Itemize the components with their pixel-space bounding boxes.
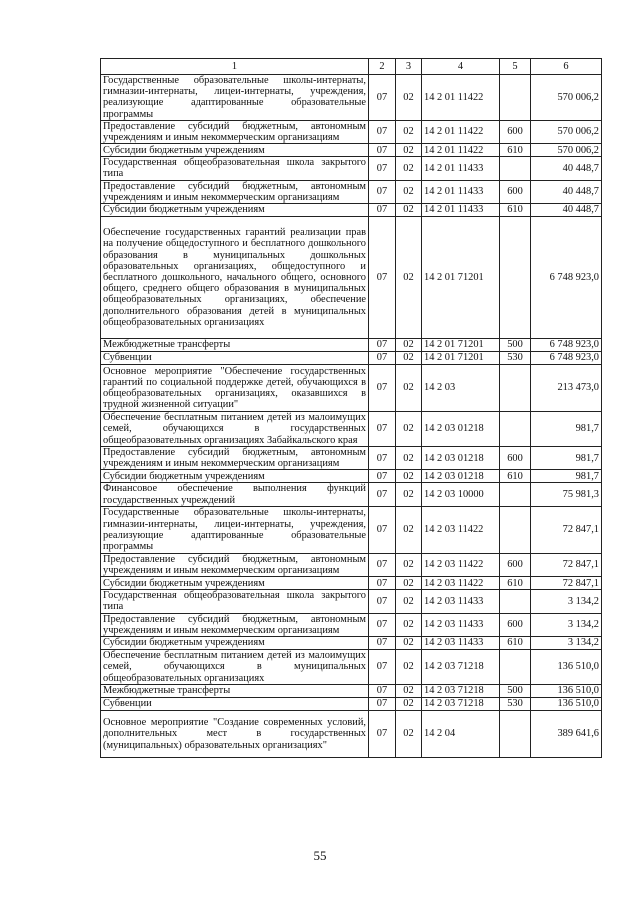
row-target-code: 14 2 03 11422: [422, 553, 500, 576]
row-subsection: 02: [396, 590, 422, 613]
row-subsection: 02: [396, 637, 422, 650]
row-name: Субвенции: [101, 352, 369, 365]
row-subsection: 02: [396, 613, 422, 636]
table-row: [101, 365, 602, 412]
row-amount: 40 448,7: [531, 157, 602, 180]
row-subsection: 02: [396, 217, 422, 339]
row-target-code: 14 2 03 11422: [422, 577, 500, 590]
row-expense-type: [500, 483, 531, 506]
row-name: Обеспечение бесплатным питанием детей из малоимущих семей, обучающихся в государственных общеобразовательных организациях Забайкальского края: [101, 412, 369, 447]
row-name: Предоставление субсидий бюджетным, автономным учреждениям и иным некоммерческим организациям: [101, 613, 369, 636]
row-expense-type: 600: [500, 447, 531, 470]
budget-table: [100, 58, 602, 758]
row-amount: 213 473,0: [531, 365, 602, 412]
row-name: Предоставление субсидий бюджетным, автономным учреждениям и иным некоммерческим организациям: [101, 180, 369, 203]
row-target-code: 14 2 03 71218: [422, 685, 500, 698]
row-amount: 75 981,3: [531, 483, 602, 506]
row-subsection: 02: [396, 180, 422, 203]
row-amount: 981,7: [531, 412, 602, 447]
row-section: 07: [369, 553, 396, 576]
row-subsection: 02: [396, 365, 422, 412]
row-section: 07: [369, 339, 396, 352]
row-expense-type: 530: [500, 698, 531, 711]
row-name: Субсидии бюджетным учреждениям: [101, 637, 369, 650]
row-section: 07: [369, 144, 396, 157]
row-subsection: 02: [396, 506, 422, 553]
row-name: Основное мероприятие "Обеспечение государственных гарантий по социальной поддержке детей, обучающихся в общеобразовательных организациях, оказавшихся в трудной жизненной ситуации": [101, 365, 369, 412]
row-target-code: 14 2 01 71201: [422, 339, 500, 352]
row-target-code: 14 2 03 11422: [422, 506, 500, 553]
row-subsection: 02: [396, 412, 422, 447]
row-section: 07: [369, 352, 396, 365]
row-amount: 981,7: [531, 470, 602, 483]
row-amount: 981,7: [531, 447, 602, 470]
table-row: [101, 144, 602, 157]
row-subsection: 02: [396, 483, 422, 506]
row-expense-type: 530: [500, 352, 531, 365]
row-section: 07: [369, 506, 396, 553]
row-expense-type: [500, 365, 531, 412]
table-row: [101, 698, 602, 711]
row-target-code: 14 2 03 01218: [422, 412, 500, 447]
page-number: 55: [313, 848, 327, 863]
row-amount: 40 448,7: [531, 180, 602, 203]
row-target-code: 14 2 03 11433: [422, 590, 500, 613]
row-name: Государственные образовательные школы-интернаты, гимназии-интернаты, лицеи-интернаты, учреждения, реализующие адаптированные образовательные программы: [101, 506, 369, 553]
row-target-code: 14 2 03 10000: [422, 483, 500, 506]
table-row: [101, 483, 602, 506]
row-section: 07: [369, 447, 396, 470]
header-cell-3: 3: [396, 59, 422, 75]
row-target-code: 14 2 03 11433: [422, 637, 500, 650]
table-row: [101, 75, 602, 121]
row-amount: 6 748 923,0: [531, 217, 602, 339]
row-expense-type: [500, 412, 531, 447]
row-amount: 570 006,2: [531, 144, 602, 157]
row-section: 07: [369, 204, 396, 217]
header-cell-2: 2: [369, 59, 396, 75]
row-amount: 389 641,6: [531, 711, 602, 758]
header-cell-1: 1: [101, 59, 369, 75]
row-name: Межбюджетные трансферты: [101, 685, 369, 698]
row-expense-type: [500, 506, 531, 553]
row-amount: 3 134,2: [531, 590, 602, 613]
row-expense-type: 600: [500, 553, 531, 576]
row-name: Субсидии бюджетным учреждениям: [101, 470, 369, 483]
row-section: 07: [369, 685, 396, 698]
row-name: Субсидии бюджетным учреждениям: [101, 204, 369, 217]
row-expense-type: 600: [500, 120, 531, 143]
row-section: 07: [369, 590, 396, 613]
header-cell-5: 5: [500, 59, 531, 75]
row-target-code: 14 2 03 01218: [422, 470, 500, 483]
row-amount: 570 006,2: [531, 120, 602, 143]
table-row: [101, 711, 602, 758]
row-target-code: 14 2 01 11422: [422, 120, 500, 143]
row-name: Обеспечение бесплатным питанием детей из малоимущих семей, обучающихся в муниципальных общеобразовательных организациях: [101, 650, 369, 685]
row-amount: 3 134,2: [531, 613, 602, 636]
row-amount: 6 748 923,0: [531, 339, 602, 352]
row-target-code: 14 2 01 11422: [422, 75, 500, 121]
table-row: [101, 217, 602, 339]
row-amount: 6 748 923,0: [531, 352, 602, 365]
table-row: [101, 685, 602, 698]
row-section: 07: [369, 180, 396, 203]
table-row: [101, 447, 602, 470]
row-section: 07: [369, 637, 396, 650]
row-name: Финансовое обеспечение выполнения функций государственных учреждений: [101, 483, 369, 506]
row-amount: 136 510,0: [531, 650, 602, 685]
row-section: 07: [369, 470, 396, 483]
row-expense-type: [500, 650, 531, 685]
row-section: 07: [369, 75, 396, 121]
row-section: 07: [369, 412, 396, 447]
table-row: [101, 204, 602, 217]
row-expense-type: 500: [500, 339, 531, 352]
row-subsection: 02: [396, 577, 422, 590]
row-amount: 72 847,1: [531, 506, 602, 553]
table-row: [101, 613, 602, 636]
table-row: [101, 157, 602, 180]
row-name: Субсидии бюджетным учреждениям: [101, 144, 369, 157]
table-row: [101, 506, 602, 553]
table-row: [101, 352, 602, 365]
row-expense-type: 610: [500, 637, 531, 650]
row-section: 07: [369, 650, 396, 685]
table-row: [101, 577, 602, 590]
row-section: 07: [369, 157, 396, 180]
row-name: Государственная общеобразовательная школа закрытого типа: [101, 590, 369, 613]
table-row: [101, 412, 602, 447]
row-subsection: 02: [396, 204, 422, 217]
row-name: Субвенции: [101, 698, 369, 711]
row-amount: 570 006,2: [531, 75, 602, 121]
row-subsection: 02: [396, 685, 422, 698]
row-target-code: 14 2 01 11433: [422, 157, 500, 180]
table-row: [101, 470, 602, 483]
row-subsection: 02: [396, 698, 422, 711]
row-target-code: 14 2 01 11433: [422, 180, 500, 203]
row-expense-type: [500, 711, 531, 758]
table-row: [101, 637, 602, 650]
row-subsection: 02: [396, 75, 422, 121]
header-cell-6: 6: [531, 59, 602, 75]
table-row: [101, 180, 602, 203]
row-expense-type: 610: [500, 470, 531, 483]
row-target-code: 14 2 01 71201: [422, 217, 500, 339]
row-target-code: 14 2 03 71218: [422, 650, 500, 685]
row-section: 07: [369, 120, 396, 143]
table-row: [101, 120, 602, 143]
row-subsection: 02: [396, 157, 422, 180]
row-expense-type: 610: [500, 577, 531, 590]
header-cell-4: 4: [422, 59, 500, 75]
row-amount: 72 847,1: [531, 553, 602, 576]
row-amount: 3 134,2: [531, 637, 602, 650]
table-row: [101, 553, 602, 576]
row-name: Государственная общеобразовательная школа закрытого типа: [101, 157, 369, 180]
row-amount: 72 847,1: [531, 577, 602, 590]
row-target-code: 14 2 01 11433: [422, 204, 500, 217]
row-section: 07: [369, 577, 396, 590]
row-name: Обеспечение государственных гарантий реализации прав на получение общедоступного и бесплатного дошкольного образования в муниципальных дошкольных образовательных организациях, общедоступного и бесплатного дошкольного, начального общего, основного общего, среднего общего образования в муниципальных общеобразовательных организациях, обеспечение дополнительного образования детей в муниципальных общеобразовательных организациях: [101, 217, 369, 339]
row-expense-type: [500, 590, 531, 613]
row-subsection: 02: [396, 711, 422, 758]
row-name: Субсидии бюджетным учреждениям: [101, 577, 369, 590]
row-expense-type: 600: [500, 613, 531, 636]
row-name: Основное мероприятие "Создание современных условий, дополнительных мест в государственных (муниципальных) образовательных организациях": [101, 711, 369, 758]
row-subsection: 02: [396, 339, 422, 352]
row-target-code: 14 2 01 71201: [422, 352, 500, 365]
row-subsection: 02: [396, 650, 422, 685]
row-name: Предоставление субсидий бюджетным, автономным учреждениям и иным некоммерческим организациям: [101, 553, 369, 576]
row-name: Предоставление субсидий бюджетным, автономным учреждениям и иным некоммерческим организациям: [101, 120, 369, 143]
header-row: [101, 59, 602, 75]
row-amount: 40 448,7: [531, 204, 602, 217]
row-subsection: 02: [396, 553, 422, 576]
row-name: Предоставление субсидий бюджетным, автономным учреждениям и иным некоммерческим организациям: [101, 447, 369, 470]
table-row: [101, 339, 602, 352]
row-section: 07: [369, 217, 396, 339]
row-expense-type: 610: [500, 144, 531, 157]
row-expense-type: [500, 157, 531, 180]
row-target-code: 14 2 03: [422, 365, 500, 412]
row-target-code: 14 2 01 11422: [422, 144, 500, 157]
table-row: [101, 590, 602, 613]
row-section: 07: [369, 613, 396, 636]
row-expense-type: [500, 217, 531, 339]
row-expense-type: [500, 75, 531, 121]
row-subsection: 02: [396, 120, 422, 143]
row-target-code: 14 2 03 71218: [422, 698, 500, 711]
row-target-code: 14 2 03 11433: [422, 613, 500, 636]
row-target-code: 14 2 04: [422, 711, 500, 758]
row-section: 07: [369, 365, 396, 412]
row-expense-type: 500: [500, 685, 531, 698]
row-amount: 136 510,0: [531, 685, 602, 698]
row-expense-type: 610: [500, 204, 531, 217]
row-subsection: 02: [396, 447, 422, 470]
row-section: 07: [369, 711, 396, 758]
table-row: [101, 650, 602, 685]
row-section: 07: [369, 483, 396, 506]
row-subsection: 02: [396, 352, 422, 365]
row-subsection: 02: [396, 470, 422, 483]
table-body: [101, 75, 602, 758]
row-name: Межбюджетные трансферты: [101, 339, 369, 352]
row-expense-type: 600: [500, 180, 531, 203]
row-amount: 136 510,0: [531, 698, 602, 711]
row-section: 07: [369, 698, 396, 711]
row-target-code: 14 2 03 01218: [422, 447, 500, 470]
row-name: Государственные образовательные школы-интернаты, гимназии-интернаты, лицеи-интернаты, учреждения, реализующие адаптированные образовательные программы: [101, 75, 369, 121]
row-subsection: 02: [396, 144, 422, 157]
